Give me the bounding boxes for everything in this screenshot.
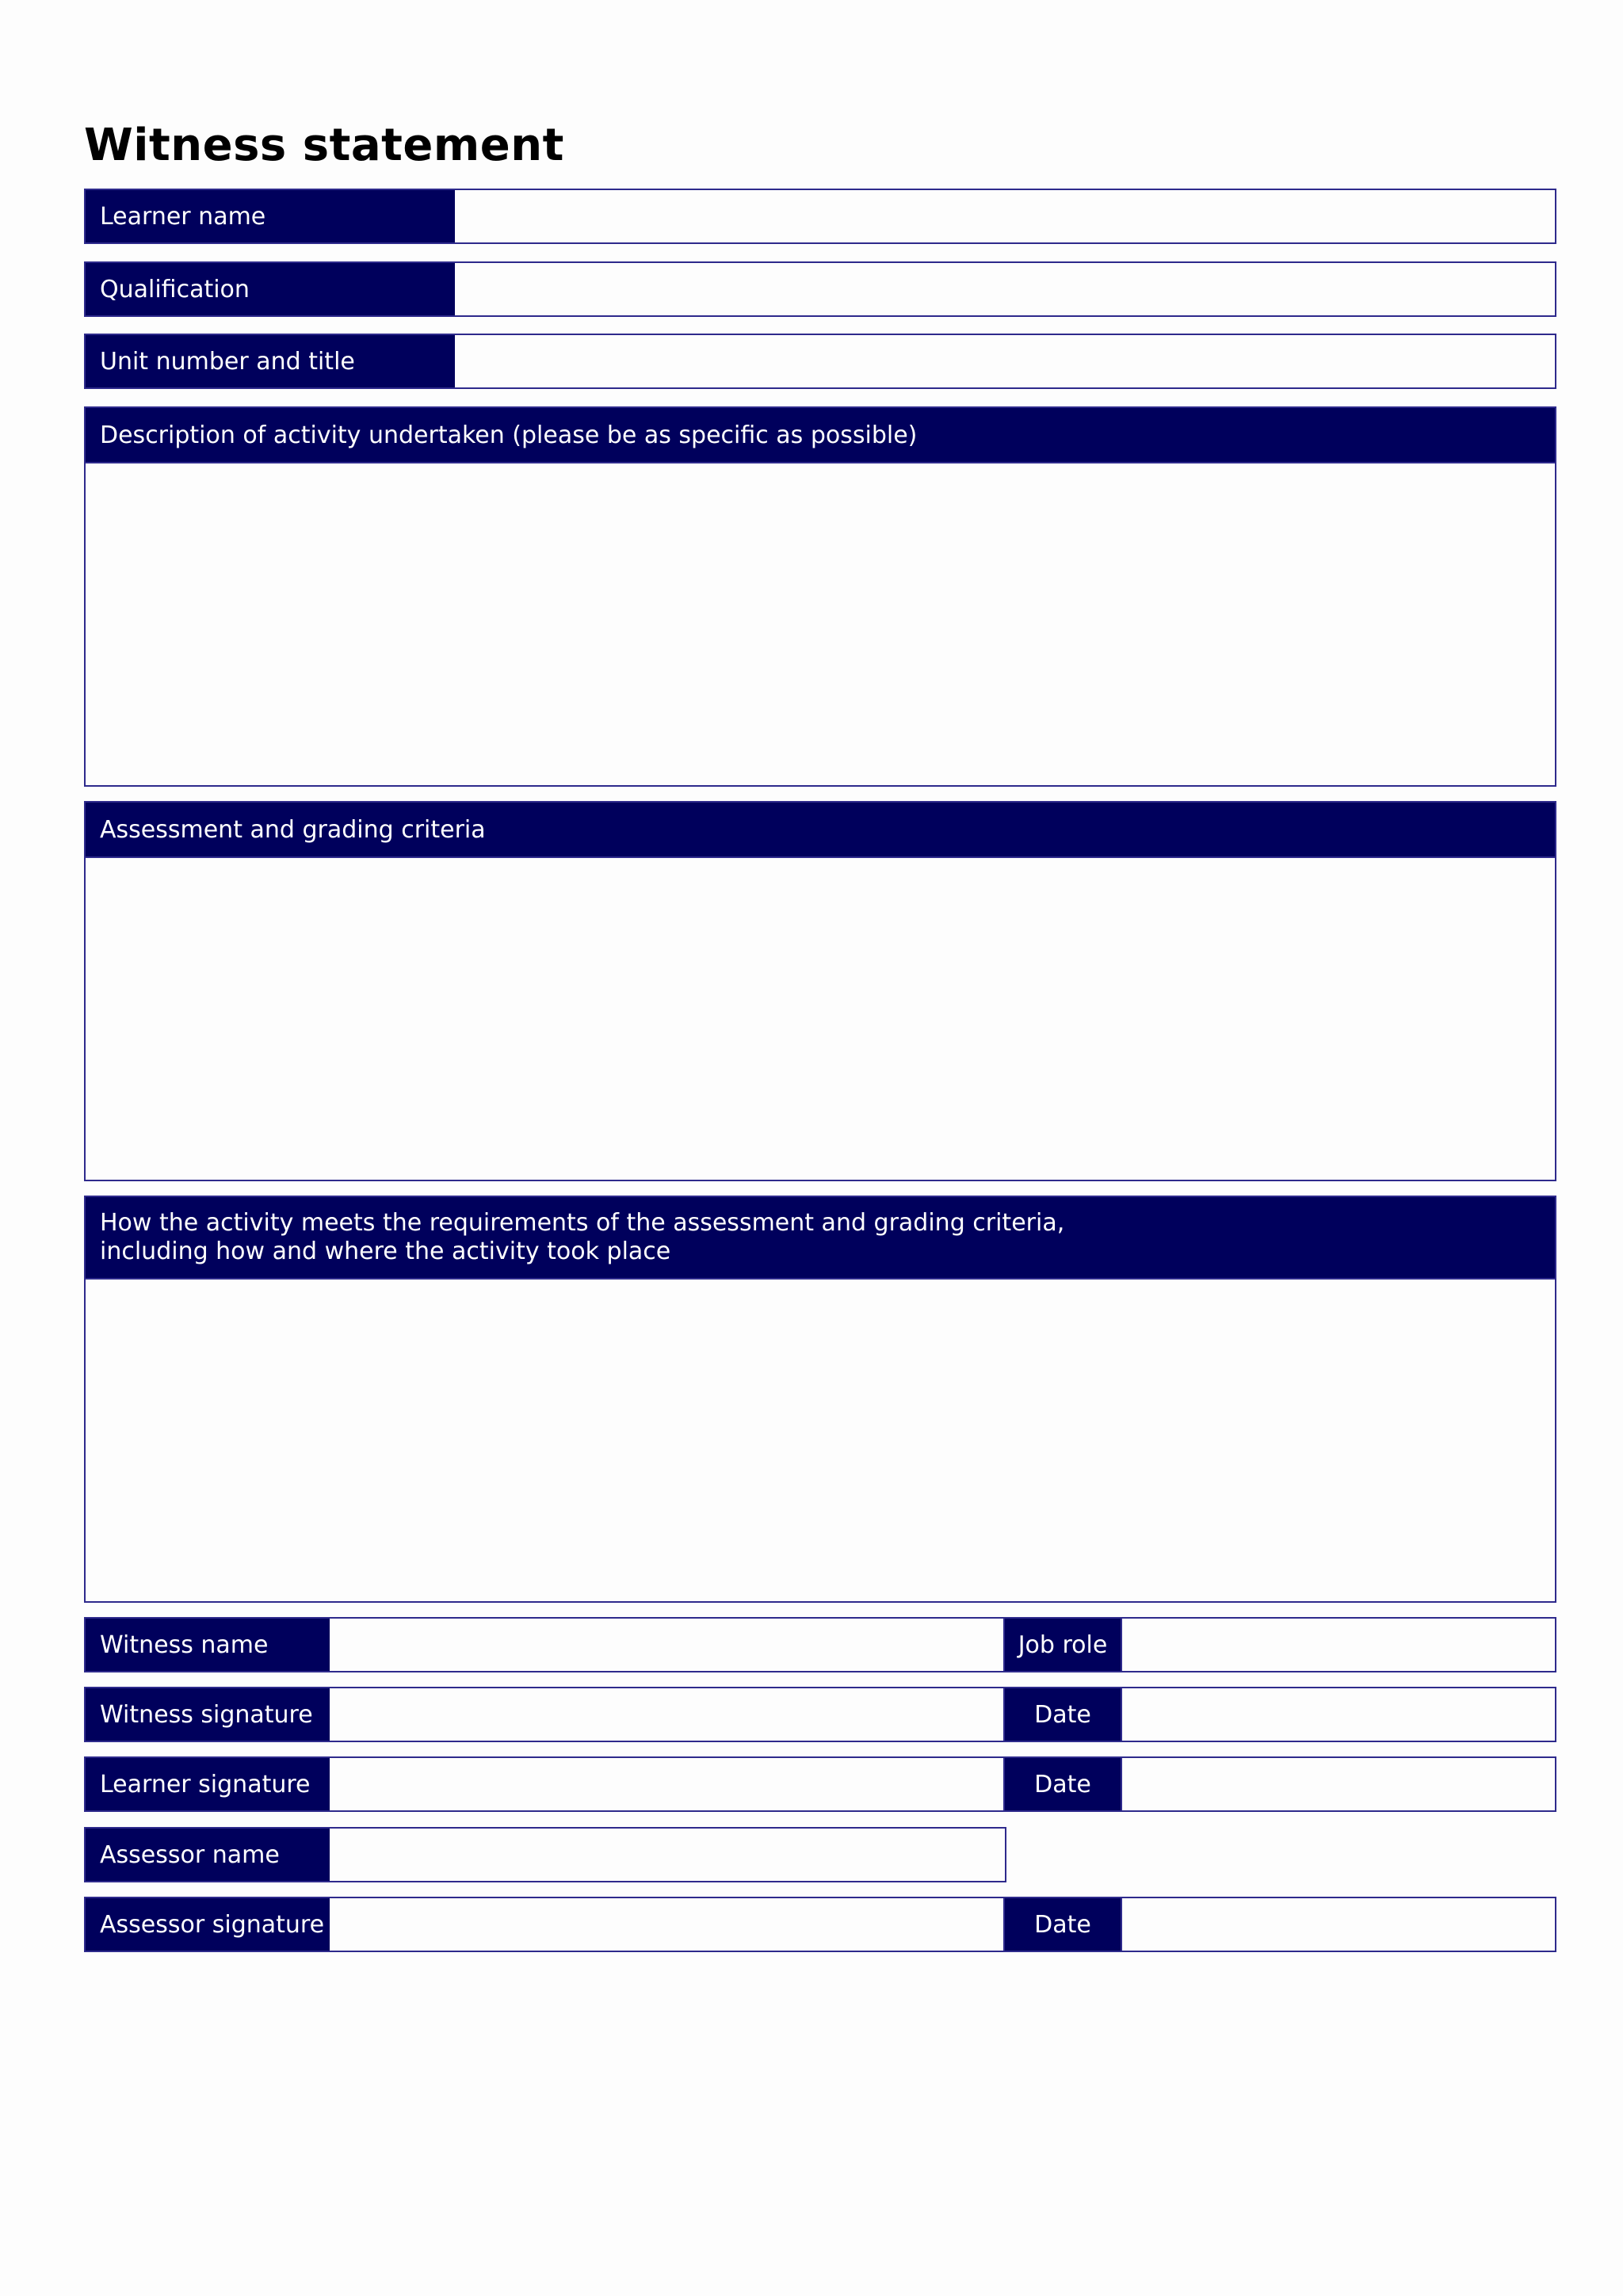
witness-signature-field[interactable]	[330, 1688, 1003, 1741]
unit-number-title-label: Unit number and title	[86, 335, 455, 387]
requirements-section	[84, 1196, 1556, 1603]
criteria-textarea[interactable]	[86, 858, 1555, 1180]
description-header: Description of activity undertaken (please be as specific as possible)	[86, 408, 1555, 463]
requirements-textarea[interactable]	[86, 1280, 1555, 1601]
job-role-label: Job role	[1003, 1619, 1122, 1671]
criteria-section	[84, 801, 1556, 1181]
assessor-name-field[interactable]	[330, 1829, 1005, 1881]
learner-name-field[interactable]	[455, 190, 1555, 242]
learner-name-row	[84, 189, 1556, 244]
assessor-date-label: Date	[1003, 1898, 1122, 1951]
qualification-field[interactable]	[455, 263, 1555, 315]
witness-name-label: Witness name	[86, 1619, 330, 1671]
qualification-label: Qualification	[86, 263, 455, 315]
unit-number-title-field[interactable]	[455, 335, 1555, 387]
criteria-header: Assessment and grading criteria	[86, 803, 1555, 858]
requirements-header-line1: How the activity meets the requirements of the assessment and grading criteria,	[100, 1209, 1065, 1237]
page-title: Witness statement	[84, 120, 564, 171]
learner-date-label: Date	[1003, 1758, 1122, 1810]
learner-signature-label: Learner signature	[86, 1758, 330, 1810]
witness-name-field[interactable]	[330, 1619, 1003, 1671]
description-textarea[interactable]	[86, 463, 1555, 785]
assessor-signature-row	[84, 1897, 1556, 1952]
learner-signature-field[interactable]	[330, 1758, 1003, 1810]
job-role-field[interactable]	[1122, 1619, 1555, 1671]
learner-date-field[interactable]	[1122, 1758, 1555, 1810]
requirements-header	[86, 1197, 1555, 1280]
assessor-name-row	[84, 1827, 1006, 1882]
qualification-row	[84, 261, 1556, 317]
witness-date-label: Date	[1003, 1688, 1122, 1741]
assessor-signature-field[interactable]	[330, 1898, 1003, 1951]
learner-name-label: Learner name	[86, 190, 455, 242]
assessor-signature-label: Assessor signature	[86, 1898, 330, 1951]
witness-name-row	[84, 1617, 1556, 1672]
assessor-date-field[interactable]	[1122, 1898, 1555, 1951]
unit-row	[84, 334, 1556, 389]
learner-signature-row	[84, 1756, 1556, 1812]
witness-signature-label: Witness signature	[86, 1688, 330, 1741]
requirements-header-line2: including how and where the activity took place	[100, 1238, 671, 1265]
witness-signature-row	[84, 1687, 1556, 1742]
description-section	[84, 406, 1556, 787]
assessor-name-label: Assessor name	[86, 1829, 330, 1881]
witness-date-field[interactable]	[1122, 1688, 1555, 1741]
